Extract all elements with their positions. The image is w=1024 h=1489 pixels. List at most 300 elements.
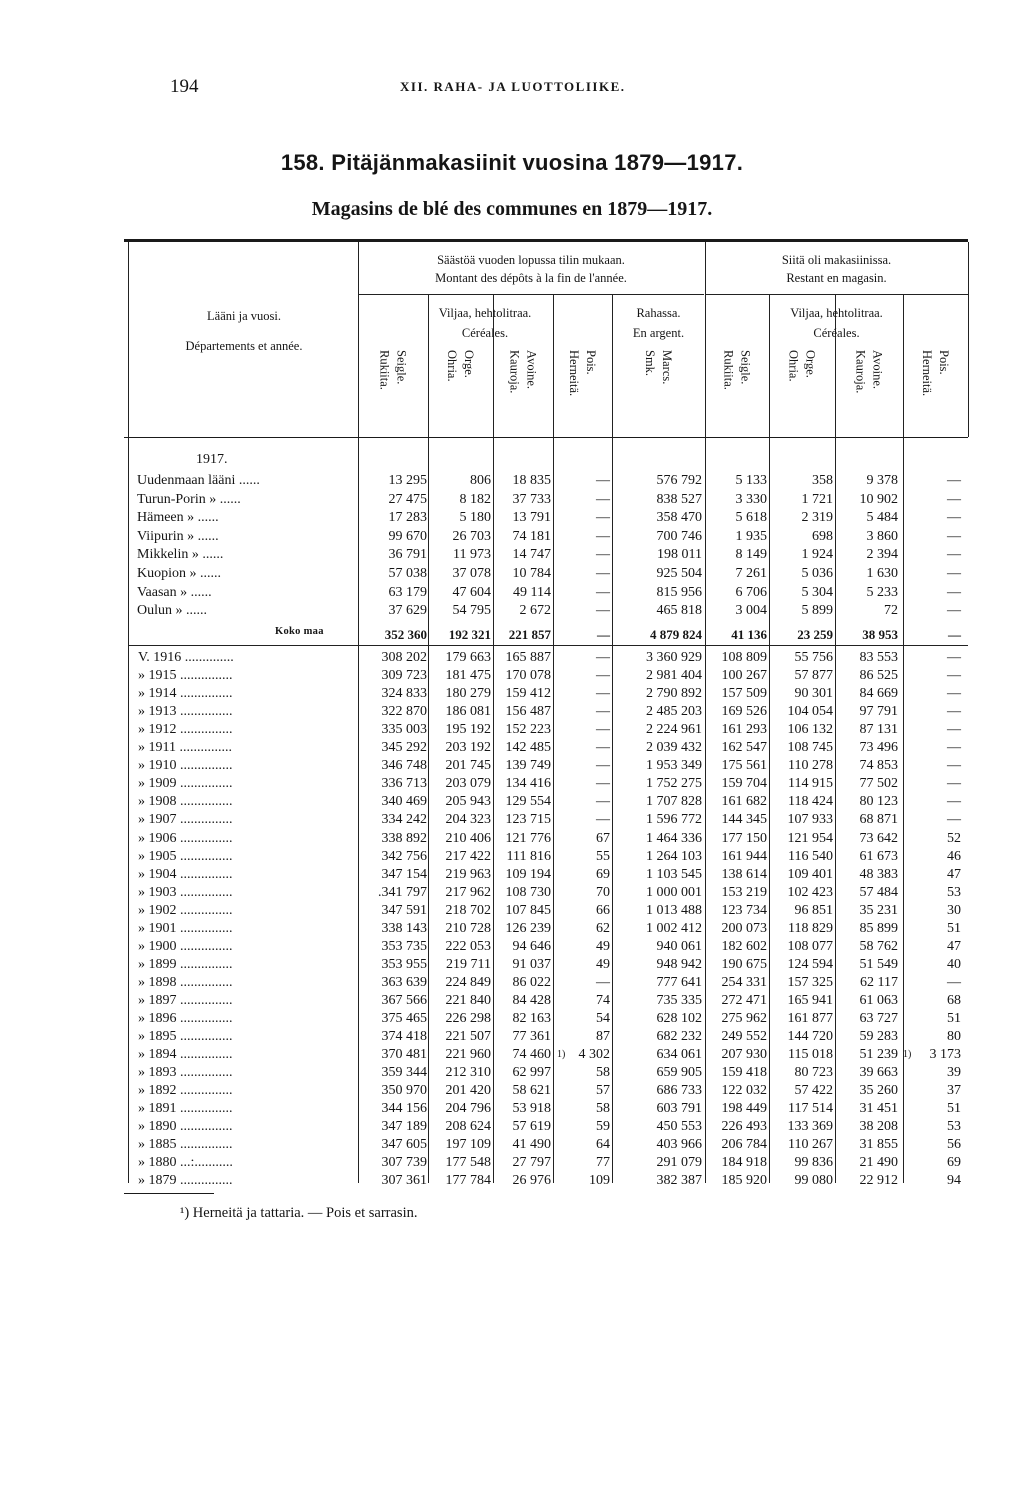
table-cell: 777 641 bbox=[656, 974, 702, 990]
table-cell: 139 749 bbox=[505, 758, 551, 774]
table-cell: 219 711 bbox=[446, 956, 491, 972]
table-cell: 47 604 bbox=[452, 584, 491, 600]
table-cell: — bbox=[597, 627, 610, 642]
row-label: Uudenmaan lääni ...... bbox=[137, 473, 260, 488]
table-cell: 5 233 bbox=[866, 584, 898, 600]
col-peas: Herneitä. Pois. bbox=[567, 350, 598, 397]
table-cell: 181 475 bbox=[445, 668, 491, 684]
running-title: XII. RAHA- JA LUOTTOLIIKE. bbox=[400, 79, 626, 94]
table-cell: 31 855 bbox=[859, 1137, 898, 1153]
table-row bbox=[0, 720, 1024, 739]
row-label: Vaasan » ...... bbox=[137, 584, 212, 600]
table-cell: 204 323 bbox=[445, 812, 491, 828]
table-cell: 73 496 bbox=[859, 740, 898, 756]
table-cell: 272 471 bbox=[721, 992, 767, 1008]
table-cell: 11 973 bbox=[453, 547, 491, 563]
table-cell: 80 bbox=[947, 1029, 961, 1045]
table-cell: — bbox=[947, 812, 961, 828]
table-cell: 4 302 bbox=[578, 1047, 610, 1063]
table-cell: 224 849 bbox=[445, 974, 491, 990]
table-cell: — bbox=[947, 510, 961, 526]
table-cell: 352 360 bbox=[384, 627, 427, 642]
footnote: ¹) Herneitä ja tattaria. — Pois et sarrasin. bbox=[180, 1205, 418, 1221]
table-cell: 291 079 bbox=[656, 1155, 702, 1171]
table-row bbox=[0, 666, 1024, 685]
table-cell: 335 003 bbox=[381, 722, 427, 738]
table-cell: — bbox=[596, 473, 610, 488]
table-row bbox=[0, 583, 1024, 602]
table-cell: 41 136 bbox=[731, 627, 767, 642]
table-cell: 55 bbox=[596, 848, 610, 864]
table-cell: 114 915 bbox=[788, 776, 833, 792]
table-cell: 126 239 bbox=[505, 920, 551, 936]
table-cell: 53 918 bbox=[512, 1101, 551, 1117]
table-cell: 115 018 bbox=[788, 1047, 833, 1063]
table-cell: 206 784 bbox=[721, 1137, 767, 1153]
table-cell: 27 797 bbox=[512, 1155, 551, 1171]
table-cell: 203 079 bbox=[445, 776, 491, 792]
table-cell: 53 bbox=[947, 884, 961, 900]
table-cell: 159 412 bbox=[505, 686, 551, 702]
table-cell: 370 481 bbox=[381, 1047, 427, 1063]
table-row bbox=[0, 490, 1024, 509]
table-cell: 57 619 bbox=[512, 1119, 551, 1135]
table-row bbox=[0, 648, 1024, 667]
table-cell: 109 401 bbox=[787, 866, 833, 882]
grain-header-fi: Viljaa, hehtolitraa. bbox=[438, 306, 532, 320]
table-cell: 99 080 bbox=[794, 1173, 833, 1189]
table-cell: 226 493 bbox=[721, 1119, 767, 1135]
table-cell: 182 602 bbox=[721, 938, 767, 954]
row-label: » 1880 ...:........... bbox=[138, 1155, 233, 1171]
row-label: » 1879 ............... bbox=[138, 1173, 233, 1189]
table-cell: 177 548 bbox=[445, 1155, 491, 1171]
table-subtitle: Magasins de blé des communes en 1879—1917. bbox=[311, 198, 713, 220]
table-cell: — bbox=[596, 686, 610, 702]
table-cell: — bbox=[596, 491, 610, 507]
table-cell: 13 295 bbox=[388, 473, 427, 488]
table-cell: 342 756 bbox=[381, 848, 427, 864]
table-cell: 102 423 bbox=[787, 884, 833, 900]
table-cell: 161 682 bbox=[721, 794, 767, 810]
table-row bbox=[0, 919, 1024, 938]
row-label: » 1906 ............... bbox=[138, 830, 233, 846]
table-cell: 83 553 bbox=[859, 650, 898, 665]
table-cell: 61 063 bbox=[859, 992, 898, 1008]
table-cell: 39 663 bbox=[859, 1065, 898, 1081]
table-cell: 123 715 bbox=[505, 812, 551, 828]
table-cell: 200 073 bbox=[721, 920, 767, 936]
table-cell: 628 102 bbox=[656, 1011, 702, 1026]
header-bottom-rule bbox=[124, 437, 968, 438]
table-cell: 122 032 bbox=[721, 1083, 767, 1099]
table-cell: 82 163 bbox=[512, 1011, 551, 1026]
table-cell: — bbox=[596, 510, 610, 526]
outer-border bbox=[968, 242, 969, 437]
table-cell: 195 192 bbox=[445, 722, 491, 738]
table-cell: 465 818 bbox=[656, 603, 702, 619]
table-cell: 63 727 bbox=[859, 1011, 898, 1026]
row-label: » 1892 ............... bbox=[138, 1083, 233, 1099]
table-cell: 58 bbox=[596, 1065, 610, 1081]
table-cell: 104 054 bbox=[787, 704, 833, 720]
table-cell: 121 954 bbox=[787, 830, 833, 846]
table-cell: 35 260 bbox=[859, 1083, 898, 1099]
table-row bbox=[0, 1171, 1024, 1190]
table-cell: 37 629 bbox=[388, 603, 427, 619]
table-cell: 197 109 bbox=[445, 1137, 491, 1153]
table-cell: — bbox=[947, 974, 961, 990]
table-cell: 23 259 bbox=[797, 627, 833, 642]
table-cell: 73 642 bbox=[859, 830, 898, 846]
table-cell: 108 730 bbox=[505, 884, 551, 900]
table-cell: 308 202 bbox=[381, 650, 427, 665]
table-cell: 18 835 bbox=[512, 473, 551, 488]
row-label: » 1901 ............... bbox=[138, 920, 233, 936]
table-cell: 69 bbox=[596, 866, 610, 882]
table-cell: — bbox=[596, 740, 610, 756]
table-cell: 358 470 bbox=[656, 510, 702, 526]
table-title: 158. Pitäjänmakasiinit vuosina 1879—1917. bbox=[280, 150, 744, 175]
table-cell: 347 154 bbox=[381, 866, 427, 882]
table-cell: 37 733 bbox=[512, 491, 551, 507]
table-cell: 207 930 bbox=[721, 1047, 767, 1063]
footnote-rule bbox=[124, 1193, 214, 1194]
table-cell: — bbox=[947, 758, 961, 774]
table-cell: — bbox=[596, 584, 610, 600]
table-cell: 30 bbox=[947, 902, 961, 918]
table-cell: 1 924 bbox=[801, 547, 833, 563]
table-cell: 57 877 bbox=[794, 668, 833, 684]
table-cell: 53 bbox=[947, 1119, 961, 1135]
table-cell: 201 420 bbox=[445, 1083, 491, 1099]
table-cell: 1 935 bbox=[735, 528, 767, 544]
table-cell: 67 bbox=[596, 830, 610, 846]
table-cell: — bbox=[947, 668, 961, 684]
table-cell: — bbox=[596, 776, 610, 792]
table-cell: 59 283 bbox=[859, 1029, 898, 1045]
table-cell: 5 180 bbox=[459, 510, 491, 526]
table-cell: 91 037 bbox=[512, 956, 551, 972]
table-cell: 94 646 bbox=[512, 938, 551, 954]
table-cell: 165 941 bbox=[787, 992, 833, 1008]
table-cell: 219 963 bbox=[445, 866, 491, 882]
table-cell: 49 bbox=[596, 938, 610, 954]
table-cell: 52 bbox=[947, 830, 961, 846]
table-cell: — bbox=[947, 704, 961, 720]
table-cell: 80 123 bbox=[859, 794, 898, 810]
table-cell: — bbox=[596, 722, 610, 738]
col-barley2: Ohria. Orge. bbox=[786, 350, 818, 382]
table-cell: 221 840 bbox=[445, 992, 491, 1008]
table-cell: 124 594 bbox=[787, 956, 833, 972]
table-row bbox=[0, 545, 1024, 564]
table-row bbox=[0, 1027, 1024, 1046]
table-cell: 84 428 bbox=[512, 992, 551, 1008]
row-label: Oulun » ...... bbox=[137, 603, 207, 619]
table-cell: 2 224 961 bbox=[646, 722, 702, 738]
table-cell: 62 bbox=[596, 920, 610, 936]
row-header-fr: Départements et année. bbox=[185, 339, 303, 353]
row-label: » 1897 ............... bbox=[138, 992, 233, 1008]
table-cell: 77 502 bbox=[859, 776, 898, 792]
table-cell: 72 bbox=[884, 603, 898, 619]
running-head bbox=[170, 76, 870, 100]
table-cell: — bbox=[596, 547, 610, 563]
table-cell: 686 733 bbox=[656, 1083, 702, 1099]
row-label: » 1907 ............... bbox=[138, 812, 233, 828]
table-cell: 14 747 bbox=[512, 547, 551, 563]
table-cell: 74 460 bbox=[512, 1047, 551, 1063]
table-cell: 26 976 bbox=[512, 1173, 551, 1189]
money-header-fr: En argent. bbox=[632, 326, 685, 340]
table-cell: 9 378 bbox=[866, 473, 898, 488]
table-cell: 179 663 bbox=[445, 650, 491, 665]
table-cell: 3 360 929 bbox=[646, 650, 702, 665]
table-cell: 1 103 545 bbox=[646, 866, 702, 882]
table-cell: 3 004 bbox=[735, 603, 767, 619]
table-cell: 156 487 bbox=[505, 704, 551, 720]
table-cell: 134 416 bbox=[505, 776, 551, 792]
table-cell: 110 267 bbox=[788, 1137, 833, 1153]
table-cell: 159 704 bbox=[721, 776, 767, 792]
footnote-marker: 1) bbox=[903, 1049, 912, 1061]
table-cell: 165 887 bbox=[505, 650, 551, 665]
table-cell: — bbox=[596, 603, 610, 619]
table-cell: 107 845 bbox=[505, 902, 551, 918]
table-cell: — bbox=[596, 974, 610, 990]
table-row bbox=[0, 684, 1024, 703]
table-cell: 336 713 bbox=[381, 776, 427, 792]
table-cell: 217 962 bbox=[445, 884, 491, 900]
grain-header-fr: Céréales. bbox=[461, 326, 509, 340]
table-cell: 2 319 bbox=[801, 510, 833, 526]
table-cell: 5 618 bbox=[735, 510, 767, 526]
table-cell: — bbox=[596, 794, 610, 810]
table-cell: 161 293 bbox=[721, 722, 767, 738]
table-cell: 2 394 bbox=[866, 547, 898, 563]
table-cell: 634 061 bbox=[656, 1047, 702, 1063]
table-cell: — bbox=[596, 650, 610, 665]
table-cell: 212 310 bbox=[445, 1065, 491, 1081]
table-cell: 51 bbox=[947, 1011, 961, 1026]
table-cell: 144 345 bbox=[721, 812, 767, 828]
row-label: Viipurin » ...... bbox=[137, 528, 219, 544]
row-label: » 1903 ............... bbox=[138, 884, 233, 900]
table-cell: 8 149 bbox=[735, 547, 767, 563]
table-row bbox=[0, 901, 1024, 920]
table-cell: 806 bbox=[470, 473, 491, 488]
table-cell: — bbox=[596, 566, 610, 581]
col-oats: Kauroja. Avoine. bbox=[507, 350, 539, 394]
table-row bbox=[0, 973, 1024, 992]
table-cell: 68 bbox=[947, 992, 961, 1008]
table-row bbox=[0, 792, 1024, 811]
table-cell: — bbox=[596, 704, 610, 720]
table-cell: 87 bbox=[596, 1029, 610, 1045]
table-cell: 204 796 bbox=[445, 1101, 491, 1117]
table-cell: 353 735 bbox=[381, 938, 427, 954]
table-cell: 144 720 bbox=[787, 1029, 833, 1045]
table-cell: 3 330 bbox=[735, 491, 767, 507]
table-cell: 184 918 bbox=[721, 1155, 767, 1171]
table-cell: 48 383 bbox=[859, 866, 898, 882]
table-cell: 10 784 bbox=[512, 566, 551, 581]
row-label: Kuopion » ...... bbox=[137, 566, 221, 581]
table-cell: 77 bbox=[596, 1155, 610, 1171]
table-cell: 375 465 bbox=[381, 1011, 427, 1026]
row-label: » 1896 ............... bbox=[138, 1011, 233, 1026]
table-cell: 118 829 bbox=[788, 920, 833, 936]
table-cell: 80 723 bbox=[794, 1065, 833, 1081]
table-cell: 1 013 488 bbox=[646, 902, 702, 918]
row-label: » 1904 ............... bbox=[138, 866, 233, 882]
table-cell: 109 194 bbox=[505, 866, 551, 882]
table-cell: 38 208 bbox=[859, 1119, 898, 1135]
table-cell: 5 133 bbox=[735, 473, 767, 488]
table-cell: — bbox=[596, 812, 610, 828]
table-cell: 10 902 bbox=[859, 491, 898, 507]
table-cell: 374 418 bbox=[381, 1029, 427, 1045]
table-cell: 3 860 bbox=[866, 528, 898, 544]
table-cell: 7 261 bbox=[735, 566, 767, 581]
table-cell: 161 944 bbox=[721, 848, 767, 864]
table-cell: 46 bbox=[947, 848, 961, 864]
table-row bbox=[0, 883, 1024, 902]
table-row bbox=[0, 937, 1024, 956]
table-cell: 94 bbox=[947, 1173, 961, 1189]
table-cell: 344 156 bbox=[381, 1101, 427, 1117]
table-cell: 221 960 bbox=[445, 1047, 491, 1063]
table-cell: 340 469 bbox=[381, 794, 427, 810]
table-row bbox=[0, 865, 1024, 884]
table-cell: 111 816 bbox=[506, 848, 551, 864]
table-cell: 735 335 bbox=[656, 992, 702, 1008]
table-cell: 66 bbox=[596, 902, 610, 918]
table-cell: 74 bbox=[596, 992, 610, 1008]
table-cell: 226 298 bbox=[445, 1011, 491, 1026]
table-cell: 17 283 bbox=[388, 510, 427, 526]
table-cell: 2 672 bbox=[519, 603, 551, 619]
table-cell: 107 933 bbox=[787, 812, 833, 828]
table-cell: 69 bbox=[947, 1155, 961, 1171]
table-cell: 309 723 bbox=[381, 668, 427, 684]
table-cell: 51 239 bbox=[859, 1047, 898, 1063]
table-cell: 1 752 275 bbox=[646, 776, 702, 792]
table-cell: 51 bbox=[947, 1101, 961, 1117]
table-cell: 51 549 bbox=[859, 956, 898, 972]
table-cell: 57 484 bbox=[859, 884, 898, 900]
table-cell: 57 422 bbox=[794, 1083, 833, 1099]
table-cell: 203 192 bbox=[445, 740, 491, 756]
table-cell: 659 905 bbox=[656, 1065, 702, 1081]
total-label: Koko maa bbox=[275, 626, 324, 637]
table-cell: 74 853 bbox=[859, 758, 898, 774]
table-cell: 603 791 bbox=[656, 1101, 702, 1117]
table-cell: 54 bbox=[596, 1011, 610, 1026]
table-cell: 5 484 bbox=[866, 510, 898, 526]
table-cell: 838 527 bbox=[656, 491, 702, 507]
table-cell: 54 795 bbox=[452, 603, 491, 619]
table-cell: 97 791 bbox=[859, 704, 898, 720]
row-label: » 1905 ............... bbox=[138, 848, 233, 864]
table-cell: 110 278 bbox=[788, 758, 833, 774]
table-cell: 63 179 bbox=[388, 584, 427, 600]
table-cell: — bbox=[947, 473, 961, 488]
year-1917-header: 1917. bbox=[196, 452, 228, 467]
table-cell: 13 791 bbox=[512, 510, 551, 526]
table-cell: 68 871 bbox=[859, 812, 898, 828]
row-label: » 1908 ............... bbox=[138, 794, 233, 810]
table-cell: 57 bbox=[596, 1083, 610, 1099]
table-cell: 367 566 bbox=[381, 992, 427, 1008]
footnote-marker: 1) bbox=[557, 1049, 566, 1061]
table-cell: 382 387 bbox=[656, 1173, 702, 1189]
row-label: » 1885 ............... bbox=[138, 1137, 233, 1153]
table-cell: 170 078 bbox=[505, 668, 551, 684]
table-cell: 86 022 bbox=[512, 974, 551, 990]
table-cell: 108 809 bbox=[721, 650, 767, 665]
table-cell: 185 920 bbox=[721, 1173, 767, 1189]
table-cell: — bbox=[947, 547, 961, 563]
table-cell: 177 784 bbox=[445, 1173, 491, 1189]
table-row bbox=[0, 847, 1024, 866]
table-cell: 1 264 103 bbox=[646, 848, 702, 864]
table-cell: 6 706 bbox=[735, 584, 767, 600]
table-cell: — bbox=[947, 528, 961, 544]
table-cell: 85 899 bbox=[859, 920, 898, 936]
table-cell: 77 361 bbox=[512, 1029, 551, 1045]
col-oats2: Kauroja. Avoine. bbox=[853, 350, 885, 394]
table-cell: 363 639 bbox=[381, 974, 427, 990]
table-cell: 5 899 bbox=[801, 603, 833, 619]
table-cell: 350 970 bbox=[381, 1083, 427, 1099]
row-label: Mikkelin » ...... bbox=[137, 547, 224, 563]
row-label: » 1913 ............... bbox=[138, 704, 233, 720]
table-cell: 36 791 bbox=[388, 547, 427, 563]
table-cell: 70 bbox=[596, 884, 610, 900]
table-cell: 55 756 bbox=[794, 650, 833, 665]
table-cell: — bbox=[947, 686, 961, 702]
table-cell: 180 279 bbox=[445, 686, 491, 702]
table-cell: 334 242 bbox=[381, 812, 427, 828]
table-cell: 58 621 bbox=[512, 1083, 551, 1099]
table-cell: 31 451 bbox=[859, 1101, 898, 1117]
table-cell: 123 734 bbox=[721, 902, 767, 918]
table-cell: 100 267 bbox=[721, 668, 767, 684]
table-cell: 1 630 bbox=[866, 566, 898, 581]
row-label: » 1914 ............... bbox=[138, 686, 233, 702]
table-cell: 99 836 bbox=[794, 1155, 833, 1171]
table-cell: 358 bbox=[812, 473, 833, 488]
table-cell: 27 475 bbox=[388, 491, 427, 507]
table-cell: 22 912 bbox=[859, 1173, 898, 1189]
table-cell: 64 bbox=[596, 1137, 610, 1153]
table-cell: 198 449 bbox=[721, 1101, 767, 1117]
table-cell: 450 553 bbox=[656, 1119, 702, 1135]
table-cell: 133 369 bbox=[787, 1119, 833, 1135]
table-cell: 47 bbox=[947, 938, 961, 954]
table-cell: 210 406 bbox=[445, 830, 491, 846]
table-cell: 576 792 bbox=[656, 473, 702, 488]
table-cell: — bbox=[947, 491, 961, 507]
table-top-rule bbox=[124, 239, 968, 242]
table-cell: 62 117 bbox=[860, 974, 898, 990]
row-label: » 1898 ............... bbox=[138, 974, 233, 990]
row-header-fi: Lääni ja vuosi. bbox=[207, 309, 281, 323]
stock-header-fi: Siitä oli makasiinissa. bbox=[781, 253, 892, 267]
table-row bbox=[0, 1063, 1024, 1082]
